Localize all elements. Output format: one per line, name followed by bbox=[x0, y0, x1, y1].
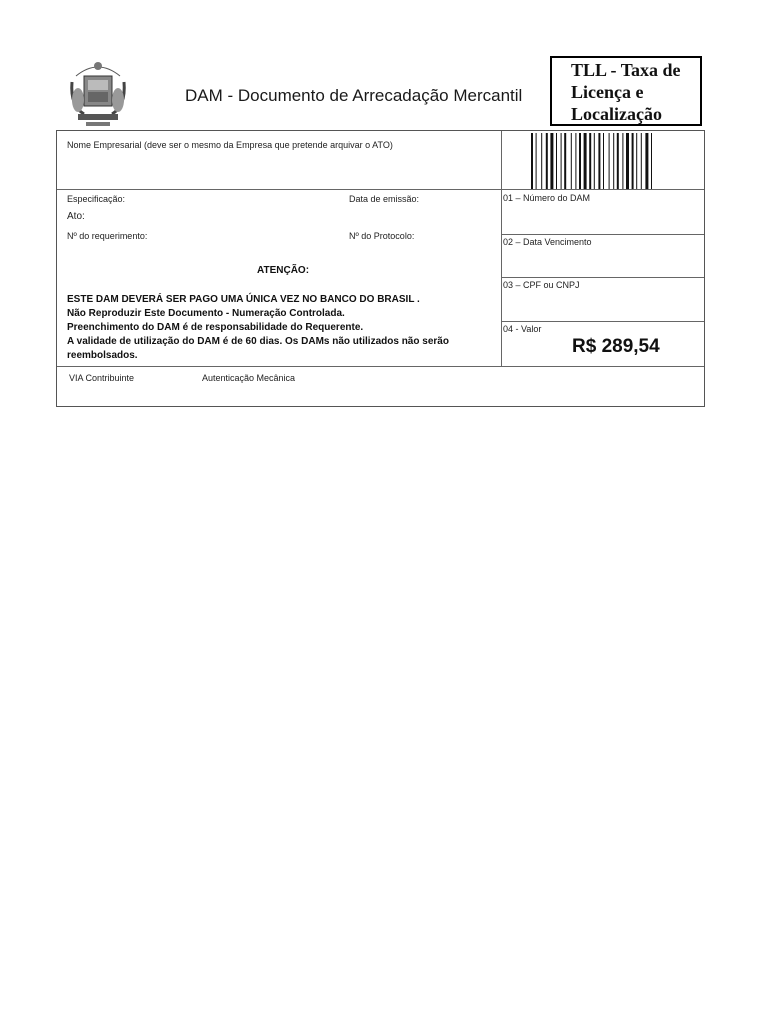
tll-line-2: Licença e bbox=[571, 82, 644, 102]
barcode-bar bbox=[609, 133, 610, 189]
cpf-cnpj-label: 03 – CPF ou CNPJ bbox=[503, 280, 580, 290]
valor-label: 04 - Valor bbox=[503, 324, 542, 334]
especificacao-label: Especificação: bbox=[67, 194, 126, 204]
barcode-bar bbox=[645, 133, 648, 189]
numero-dam-label: 01 – Número do DAM bbox=[503, 193, 591, 203]
attention-title: ATENÇÃO: bbox=[257, 265, 310, 276]
via-contribuinte-label: VIA Contribuinte bbox=[69, 373, 135, 383]
notice-line-1: ESTE DAM DEVERÁ SER PAGO UMA ÚNICA VEZ NO BANCO DO BRASIL . bbox=[67, 294, 420, 305]
barcode-bar bbox=[594, 133, 595, 189]
barcode-bar bbox=[561, 133, 562, 189]
barcode-bar bbox=[636, 133, 637, 189]
notice-line-3: Preenchimento do DAM é de responsabilidade do Requerente. bbox=[67, 322, 364, 333]
notice-line-4: A validade de utilização do DAM é de 60 dias. Os DAMs não utilizados não serão bbox=[67, 336, 449, 347]
barcode-bar bbox=[564, 133, 566, 189]
right-divider-2 bbox=[501, 277, 704, 278]
barcode-bar bbox=[541, 133, 542, 189]
barcode-bar bbox=[651, 133, 652, 189]
tll-label-box bbox=[550, 56, 702, 126]
barcode-bar bbox=[536, 133, 537, 189]
barcode-bar bbox=[546, 133, 548, 189]
barcode-icon bbox=[531, 133, 677, 189]
barcode-bar bbox=[556, 133, 557, 189]
protocolo-label: Nº do Protocolo: bbox=[349, 231, 415, 241]
barcode-bar bbox=[598, 133, 600, 189]
barcode-bar bbox=[575, 133, 576, 189]
right-divider-1 bbox=[501, 234, 704, 235]
valor-amount: R$ 289,54 bbox=[572, 336, 660, 357]
barcode-bar bbox=[626, 133, 629, 189]
notice-line-5: reembolsados. bbox=[67, 350, 138, 361]
barcode-bar bbox=[622, 133, 623, 189]
data-vencimento-label: 02 – Data Vencimento bbox=[503, 237, 592, 247]
barcode-bar bbox=[584, 133, 587, 189]
barcode-bar bbox=[613, 133, 614, 189]
document-title: DAM - Documento de Arrecadação Mercantil bbox=[185, 86, 523, 105]
data-emissao-label: Data de emissão: bbox=[349, 194, 420, 204]
barcode-bar bbox=[617, 133, 619, 189]
ato-label: Ato: bbox=[67, 211, 85, 222]
nome-empresarial-label: Nome Empresarial (deve ser o mesmo da Empresa que pretende arquivar o ATO) bbox=[67, 140, 393, 150]
dam-form bbox=[56, 130, 705, 407]
barcode-bar bbox=[589, 133, 591, 189]
barcode-bar bbox=[579, 133, 581, 189]
barcode-bar bbox=[632, 133, 634, 189]
tll-line-3: Localização bbox=[571, 104, 662, 124]
barcode-bar bbox=[550, 133, 553, 189]
state-crest-icon bbox=[66, 56, 130, 132]
barcode-bar bbox=[641, 133, 642, 189]
row-divider bbox=[57, 189, 704, 190]
column-divider bbox=[501, 131, 502, 366]
barcode-bar bbox=[571, 133, 572, 189]
requerimento-label: Nº do requerimento: bbox=[67, 231, 148, 241]
tll-line-1: TLL - Taxa de bbox=[571, 60, 681, 80]
barcode-bar bbox=[531, 133, 533, 189]
footer-divider bbox=[57, 366, 704, 367]
notice-line-2: Não Reproduzir Este Documento - Numeração Controlada. bbox=[67, 308, 345, 319]
right-divider-3 bbox=[501, 321, 704, 322]
autenticacao-mecanica-label: Autenticação Mecânica bbox=[202, 373, 296, 383]
barcode-bar bbox=[603, 133, 604, 189]
